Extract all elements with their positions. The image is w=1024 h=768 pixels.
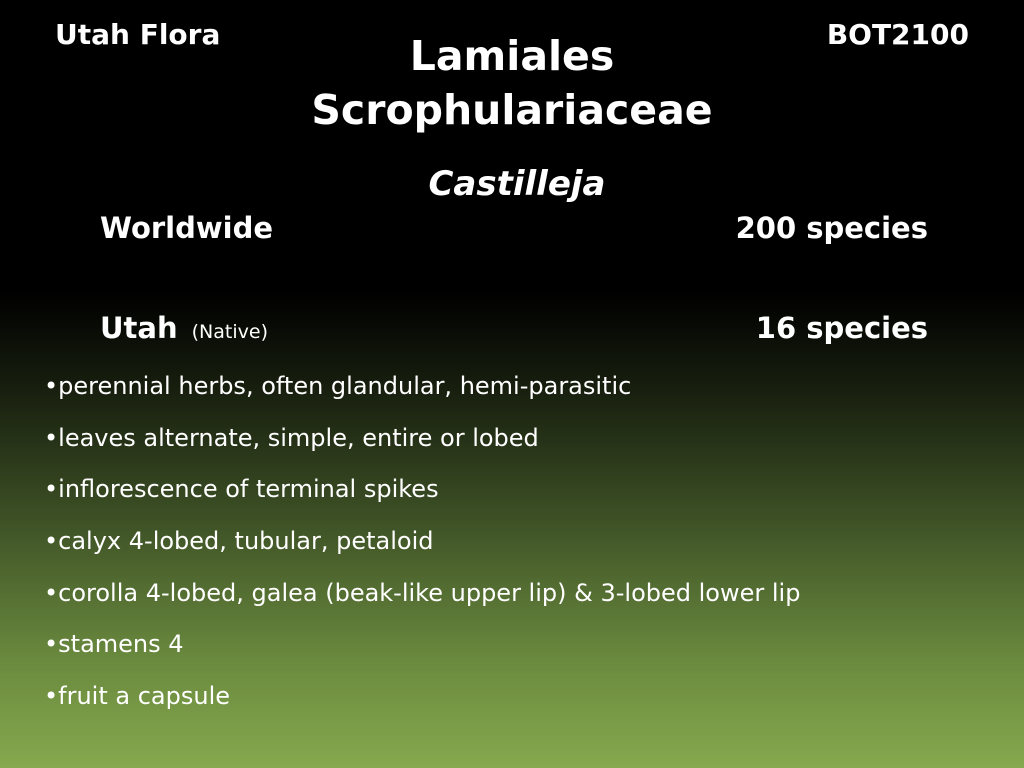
list-item: •fruit a capsule <box>44 682 231 711</box>
characteristics-list <box>44 366 800 728</box>
utah-label: Utah <box>100 311 178 345</box>
order-title: Lamiales <box>409 32 615 80</box>
family-title: Scrophulariaceae <box>311 86 713 134</box>
worldwide-label: Worldwide <box>100 211 274 245</box>
worldwide-species-count: 200 species <box>735 211 928 245</box>
list-item: •leaves alternate, simple, entire or lobed <box>44 423 539 452</box>
list-item: •calyx 4-lobed, tubular, petaloid <box>44 527 434 556</box>
list-item: •stamens 4 <box>44 630 184 659</box>
utah-species-count: 16 species <box>755 311 928 345</box>
utah-label-group <box>100 310 268 350</box>
list-item: •perennial herbs, often glandular, hemi-parasitic <box>44 372 632 400</box>
genus-title: Castilleja <box>428 164 606 204</box>
course-region-label: Utah Flora <box>55 18 221 51</box>
list-item: •corolla 4-lobed, galea (beak-like upper lip) & 3-lobed lower lip <box>44 578 801 607</box>
course-code-label: BOT2100 <box>826 18 969 51</box>
native-qualifier: (Native) <box>191 321 268 343</box>
list-item: •inflorescence of terminal spikes <box>44 475 439 504</box>
